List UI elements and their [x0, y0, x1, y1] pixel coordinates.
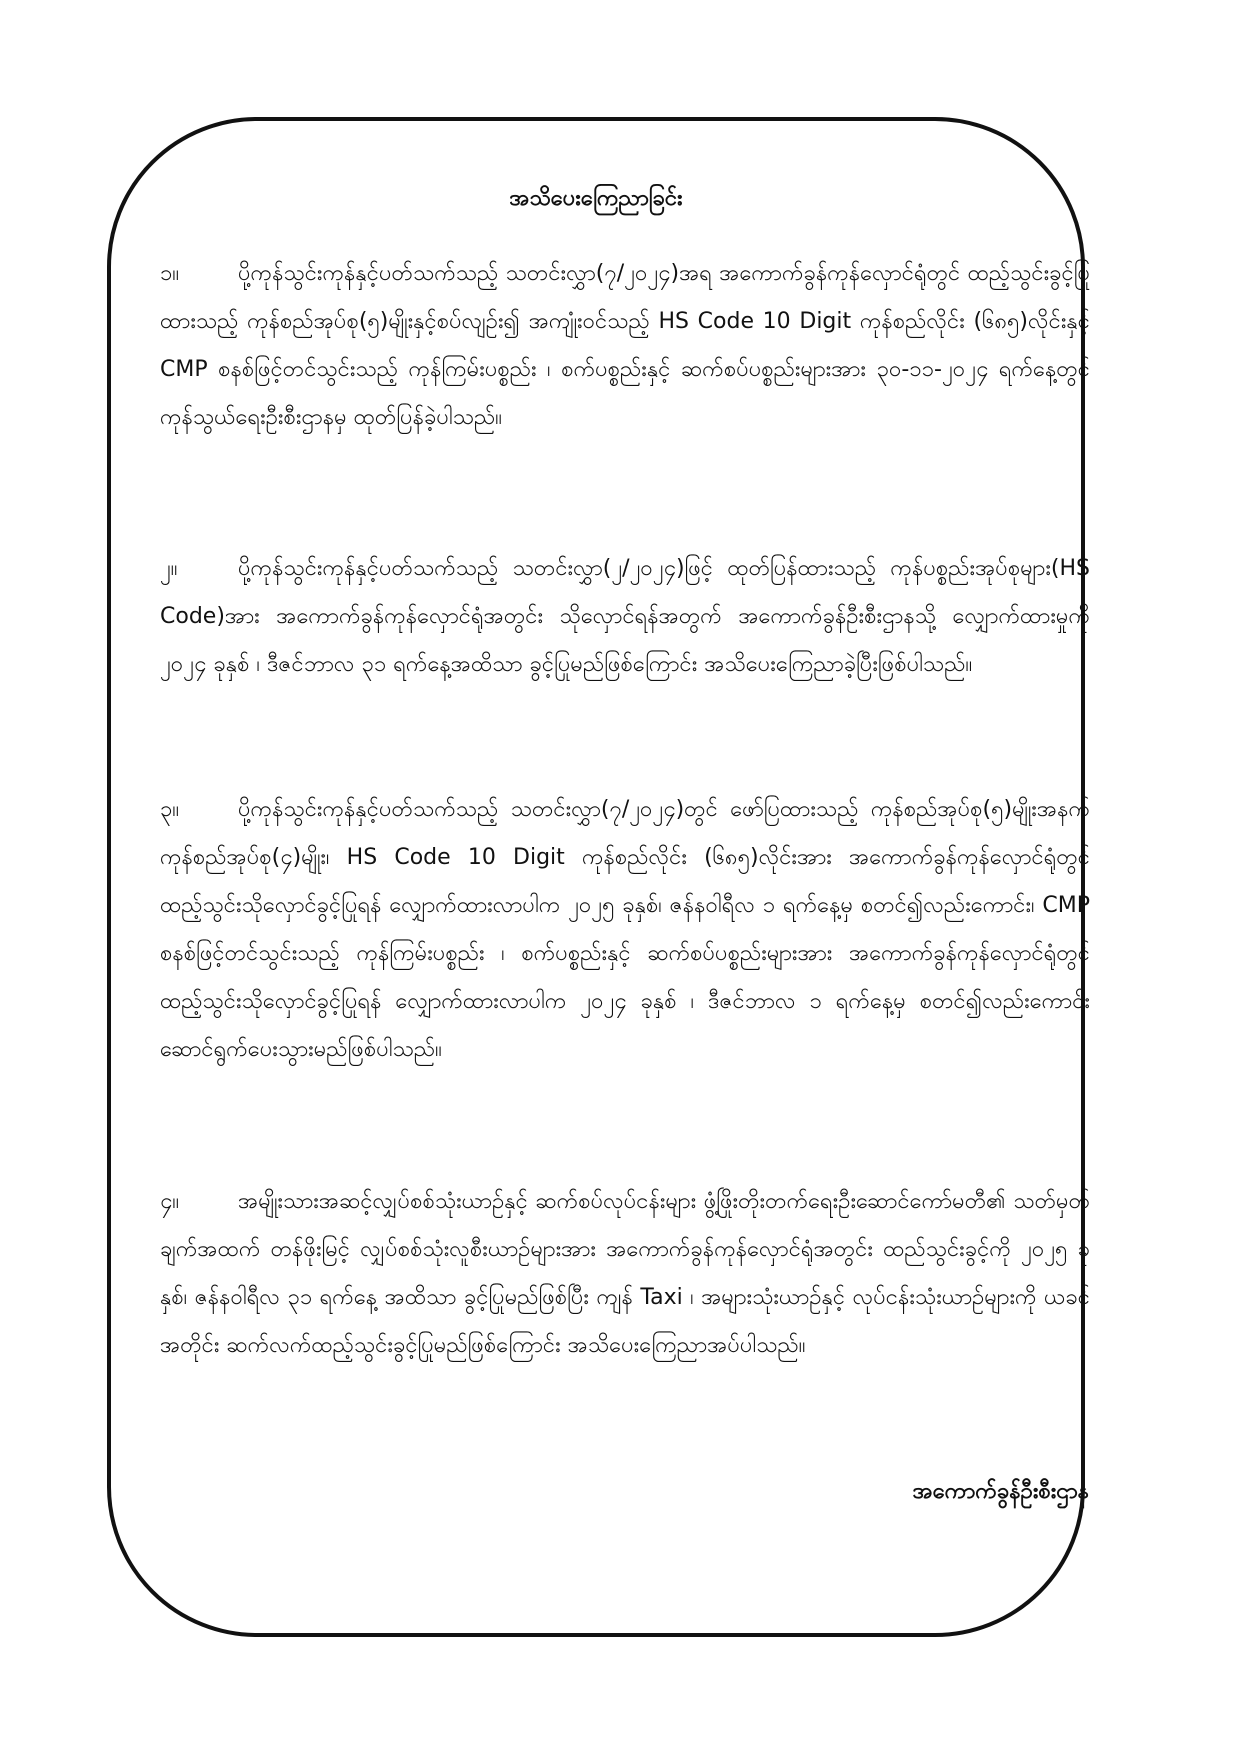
- paragraph-3-text: ပို့ကုန်သွင်းကုန်နှင့်ပတ်သက်သည့် သတင်းလွှာ(၇/၂၀၂၄)တွင် ဖော်ပြထားသည့် ကုန်စည်အုပ်စု(၅)မျိုးအနက် ကုန်စည်အုပ်စု(၄)မျိုး၊ HS Code 10 Digit ကုန်စည်လိုင်း (၆၈၅)လိုင်းအား အကောက်ခွန်ကုန်လှောင်ရုံတွင် ထည့်သွင်းသိုလှောင်ခွင့်ပြုရန် လျှောက်ထားလာပါက ၂၀၂၅ ခုနှစ်၊ ဇန်နဝါရီလ ၁ ရက်နေ့မှ စတင်၍လည်းကောင်း၊ CMP စနစ်ဖြင့်တင်သွင်းသည့် ကုန်ကြမ်းပစ္စည်း ၊ စက်ပစ္စည်းနှင့် ဆက်စပ်ပစ္စည်းများအား အကောက်ခွန်ကုန်လှောင်ရုံတွင် ထည့်သွင်းသိုလှောင်ခွင့်ပြုရန် လျှောက်ထားလာပါက ၂၀၂၄ ခုနှစ် ၊ ဒီဇင်ဘာလ ၁ ရက်နေ့မှ စတင်၍လည်းကောင်း ဆောင်ရွက်ပေးသွားမည်ဖြစ်ပါသည်။: [160, 797, 1090, 1062]
- paragraph-2: [160, 545, 1090, 689]
- paragraph-3: [160, 786, 1090, 1074]
- notice-title: အသိပေးကြေညာခြင်း: [509, 186, 683, 211]
- paragraph-1-text: ပို့ကုန်သွင်းကုန်နှင့်ပတ်သက်သည့် သတင်းလွှာ(၇/၂၀၂၄)အရ အကောက်ခွန်ကုန်လှောင်ရုံတွင် ထည့်သွင်းခွင့်ပြုထားသည့် ကုန်စည်အုပ်စု(၅)မျိုးနှင့်စပ်လျဉ်း၍ အကျုံးဝင်သည့် HS Code 10 Digit ကုန်စည်လိုင်း (၆၈၅)လိုင်းနှင့် CMP စနစ်ဖြင့်တင်သွင်းသည့် ကုန်ကြမ်းပစ္စည်း ၊ စက်ပစ္စည်းနှင့် ဆက်စပ်ပစ္စည်းများအား ၃၀-၁၁-၂၀၂၄ ရက်နေ့တွင် ကုန်သွယ်ရေးဦးစီးဌာနမှ ထုတ်ပြန်ခဲ့ပါသည်။: [160, 261, 1090, 430]
- paragraph-4-text: အမျိုးသားအဆင့်လျှပ်စစ်သုံးယာဉ်နှင့် ဆက်စပ်လုပ်ငန်းများ ဖွံ့ဖြိုးတိုးတက်ရေးဦးဆောင်ကော်မတီ၏ သတ်မှတ်ချက်အထက် တန်ဖိုးမြင့် လျှပ်စစ်သုံးလူစီးယာဉ်များအား အကောက်ခွန်ကုန်လှောင်ရုံအတွင်း ထည်သွင်းခွင့်ကို ၂၀၂၅ ခုနှစ်၊ ဇန်နဝါရီလ ၃၁ ရက်နေ့ အထိသာ ခွင့်ပြုမည်ဖြစ်ပြီး ကျန် Taxi ၊ အများသုံးယာဉ်နှင့် လုပ်ငန်းသုံးယာဉ်များကို ယခင်အတိုင်း ဆက်လက်ထည့်သွင်းခွင့်ပြုမည်ဖြစ်ကြောင်း အသိပေးကြေညာအပ်ပါသည်။: [160, 1189, 1090, 1358]
- paragraph-2-text: ပို့ကုန်သွင်းကုန်နှင့်ပတ်သက်သည့် သတင်းလွှာ(၂/၂၀၂၄)ဖြင့် ထုတ်ပြန်ထားသည့် ကုန်ပစ္စည်းအုပ်စုများ(HS Code)အား အကောက်ခွန်ကုန်လှောင်ရုံအတွင်း သိုလှောင်ရန်အတွက် အကောက်ခွန်ဦးစီးဌာနသို့ လျှောက်ထားမှုကို ၂၀၂၄ ခုနှစ် ၊ ဒီဇင်ဘာလ ၃၁ ရက်နေ့အထိသာ ခွင့်ပြုမည်ဖြစ်ကြောင်း အသိပေးကြေညာခဲ့ပြီးဖြစ်ပါသည်။: [160, 556, 1090, 677]
- paragraph-2-number: ၂။: [160, 556, 178, 581]
- paragraph-4-number: ၄။: [160, 1189, 180, 1214]
- paragraph-1: [160, 250, 1090, 442]
- paragraph-1-number: ၁။: [160, 261, 180, 286]
- signature-department: အကောက်ခွန်ဦးစီးဌာန: [912, 1479, 1089, 1504]
- paragraph-3-number: ၃။: [160, 797, 180, 822]
- paragraph-4: [160, 1178, 1090, 1370]
